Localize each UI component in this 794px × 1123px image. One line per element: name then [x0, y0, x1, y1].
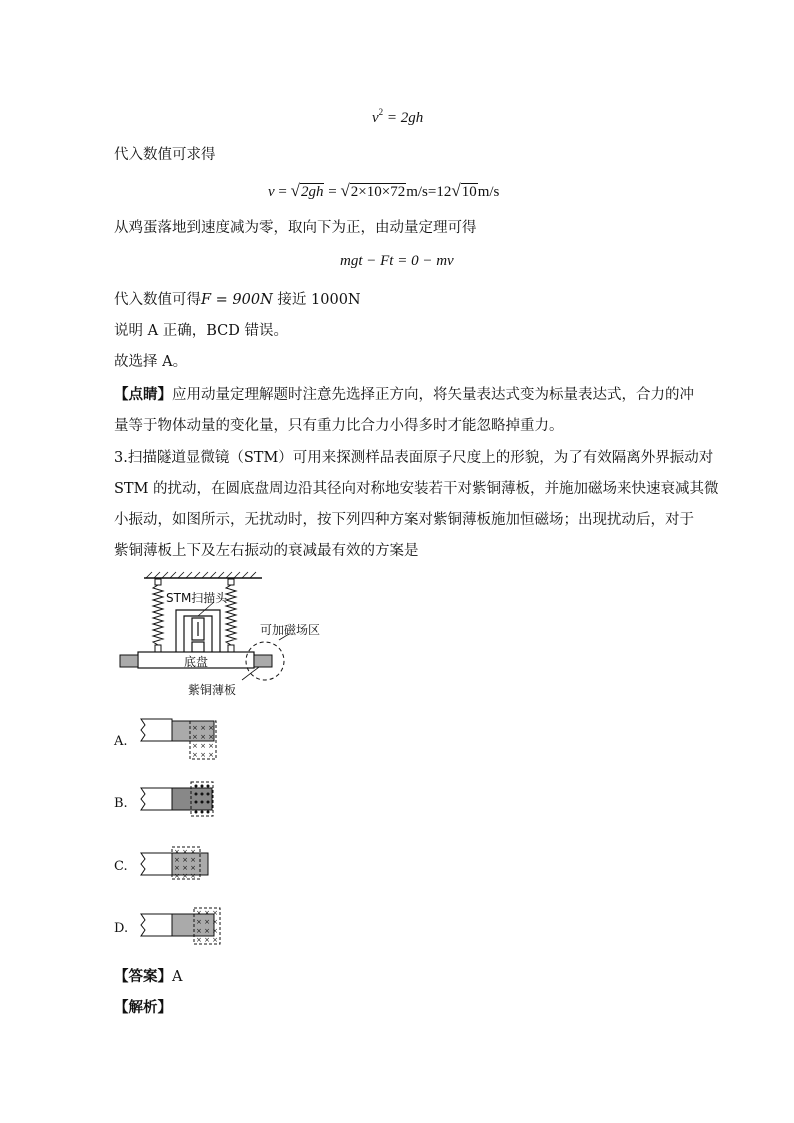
svg-text:× × ×: × × × [196, 918, 219, 926]
svg-text:× × ×: × × × [174, 864, 197, 872]
option-d-figure [138, 904, 228, 948]
question-line-1: 3.扫描隧道显微镜（STM）可用来探测样品表面原子尺度上的形貌，为了有效隔离外界振动对 [114, 450, 714, 466]
stm-figure [114, 570, 334, 700]
equation-1: $v^2 = 2gh$ [372, 107, 424, 126]
svg-text:× × ×: × × × [174, 856, 197, 864]
svg-text:× × ×: × × × [192, 724, 215, 732]
field-region-label: 可加磁场区 [260, 623, 321, 637]
copper-plate-right [254, 655, 272, 667]
comment-line-1: 【点睛】应用动量定理解题时注意先选择正方向，将矢量表达式变为标量表达式，合力的冲 [114, 386, 694, 403]
question-line-4: 紫铜薄板上下及左右振动的衰减最有效的方案是 [114, 543, 419, 559]
stm-head-label: STM扫描头 [166, 591, 228, 605]
answer-line: 【答案】A [114, 968, 183, 985]
svg-text:× × ×: × × × [196, 936, 219, 944]
paragraph-result: 代入数值可得F = 900N 接近 1000N [114, 292, 361, 308]
option-c-label: C. [114, 859, 128, 874]
paragraph-explain: 说明 A 正确，BCD 错误。 [114, 323, 288, 339]
paragraph-momentum: 从鸡蛋落地到速度减为零，取向下为正，由动量定理可得 [114, 220, 477, 236]
equation-3: mgt − Ft = 0 − mv [340, 253, 454, 269]
option-c-figure [138, 843, 228, 883]
stm-head [176, 610, 220, 652]
comment-line-2: 量等于物体动量的变化量，只有重力比合力小得多时才能忽略掉重力。 [114, 418, 564, 434]
option-d-label: D. [114, 921, 129, 936]
copper-plate-left [120, 655, 138, 667]
paragraph-choose: 故选择 A。 [114, 354, 188, 370]
svg-text:× × ×: × × × [196, 909, 219, 917]
paragraph-substitute-1: 代入数值可求得 [114, 147, 216, 163]
spring-right [226, 579, 236, 652]
base-label: 底盘 [184, 655, 209, 669]
option-b-figure [138, 780, 228, 820]
svg-text:× × ×: × × × [196, 927, 219, 935]
svg-text:× × ×: × × × [192, 742, 215, 750]
svg-text:× × ×: × × × [174, 848, 197, 856]
svg-text:× × ×: × × × [192, 751, 215, 759]
question-line-2: STM 的扰动，在圆底盘周边沿其径向对称地安装若干对紫铜薄板，并施加磁场来快速衰减其微 [114, 481, 719, 497]
copper-plate-label: 紫铜薄板 [188, 683, 237, 697]
option-a-figure [138, 717, 228, 763]
option-a-label: A. [114, 734, 128, 749]
svg-text:× × ×: × × × [192, 733, 215, 741]
spring-left [153, 579, 163, 652]
svg-text:× × ×: × × × [174, 872, 197, 880]
option-b-label: B. [114, 796, 128, 811]
question-line-3: 小振动，如图所示，无扰动时，按下列四种方案对紫铜薄板施加恒磁场；出现扰动后，对于 [114, 512, 694, 528]
analysis-heading: 【解析】 [114, 999, 172, 1016]
equation-2: v = √2gh = √2×10×72m/s=12√10m/s [268, 181, 500, 200]
